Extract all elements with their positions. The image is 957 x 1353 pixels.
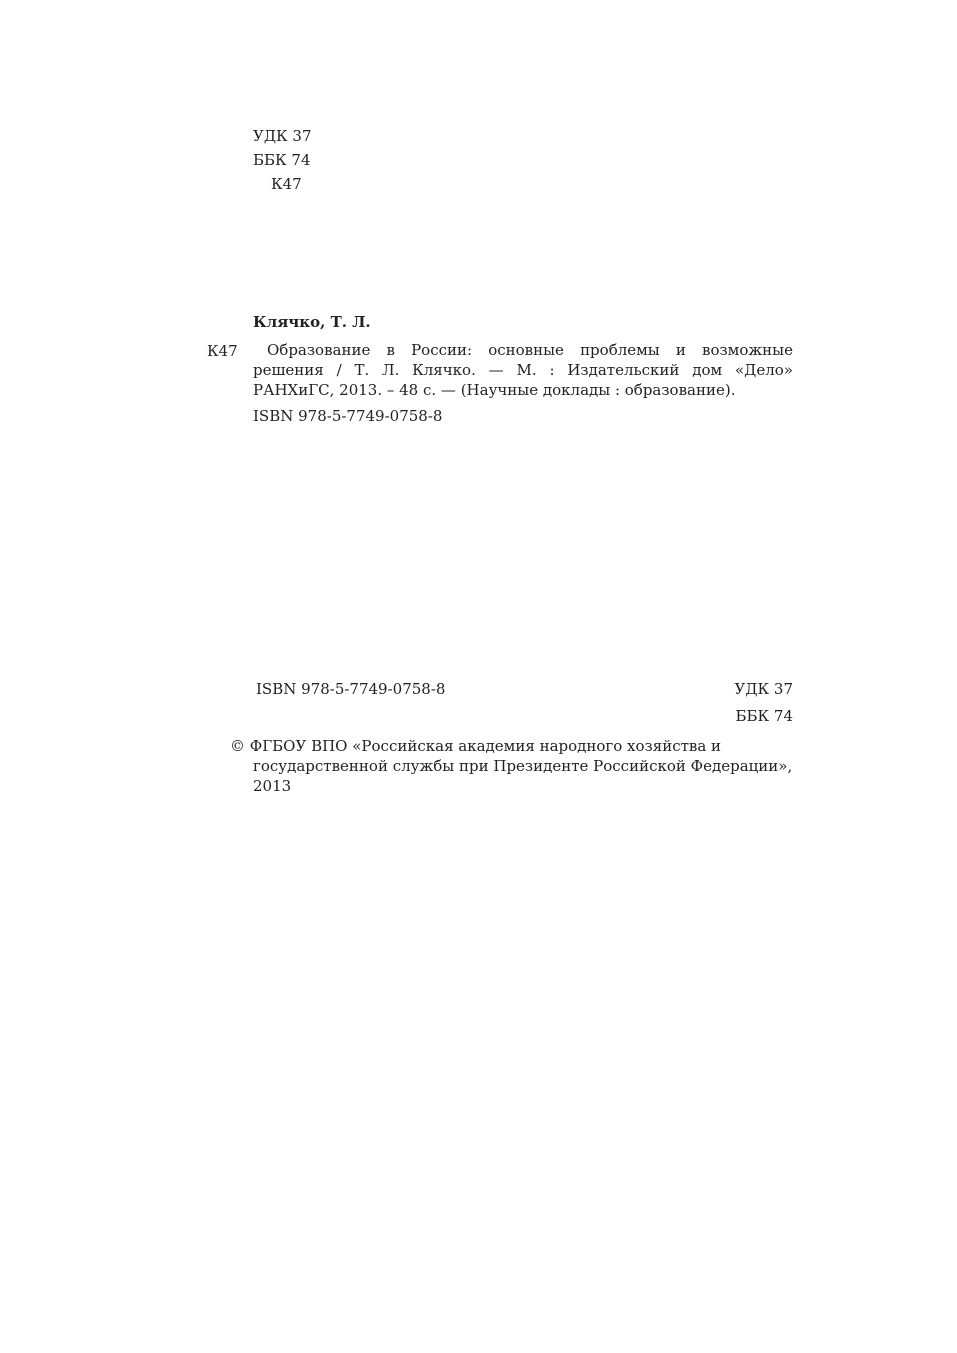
copyright-notice: © ФГБОУ ВПО «Российская академия народного хозяйства и государственной службы при Президенте Российской Федерации», 2013 <box>230 737 793 795</box>
footer-udk: УДК 37 <box>734 680 793 698</box>
bbk-code: ББК 74 <box>253 151 311 169</box>
footer-isbn: ISBN 978-5-7749-0758-8 <box>256 680 446 698</box>
record-isbn: ISBN 978-5-7749-0758-8 <box>253 407 443 425</box>
author-mark: К47 <box>271 175 302 193</box>
record-side-mark: К47 <box>207 342 238 360</box>
record-author: Клячко, Т. Л. <box>253 313 371 331</box>
footer-bbk: ББК 74 <box>735 707 793 725</box>
udk-code: УДК 37 <box>253 127 312 145</box>
record-description: Образование в России: основные проблемы и возможные решения / Т. Л. Клячко. — М. : Издательский дом «Дело» РАНХиГС, 2013. – 48 с. — (Научные доклады : образование). <box>253 341 793 399</box>
